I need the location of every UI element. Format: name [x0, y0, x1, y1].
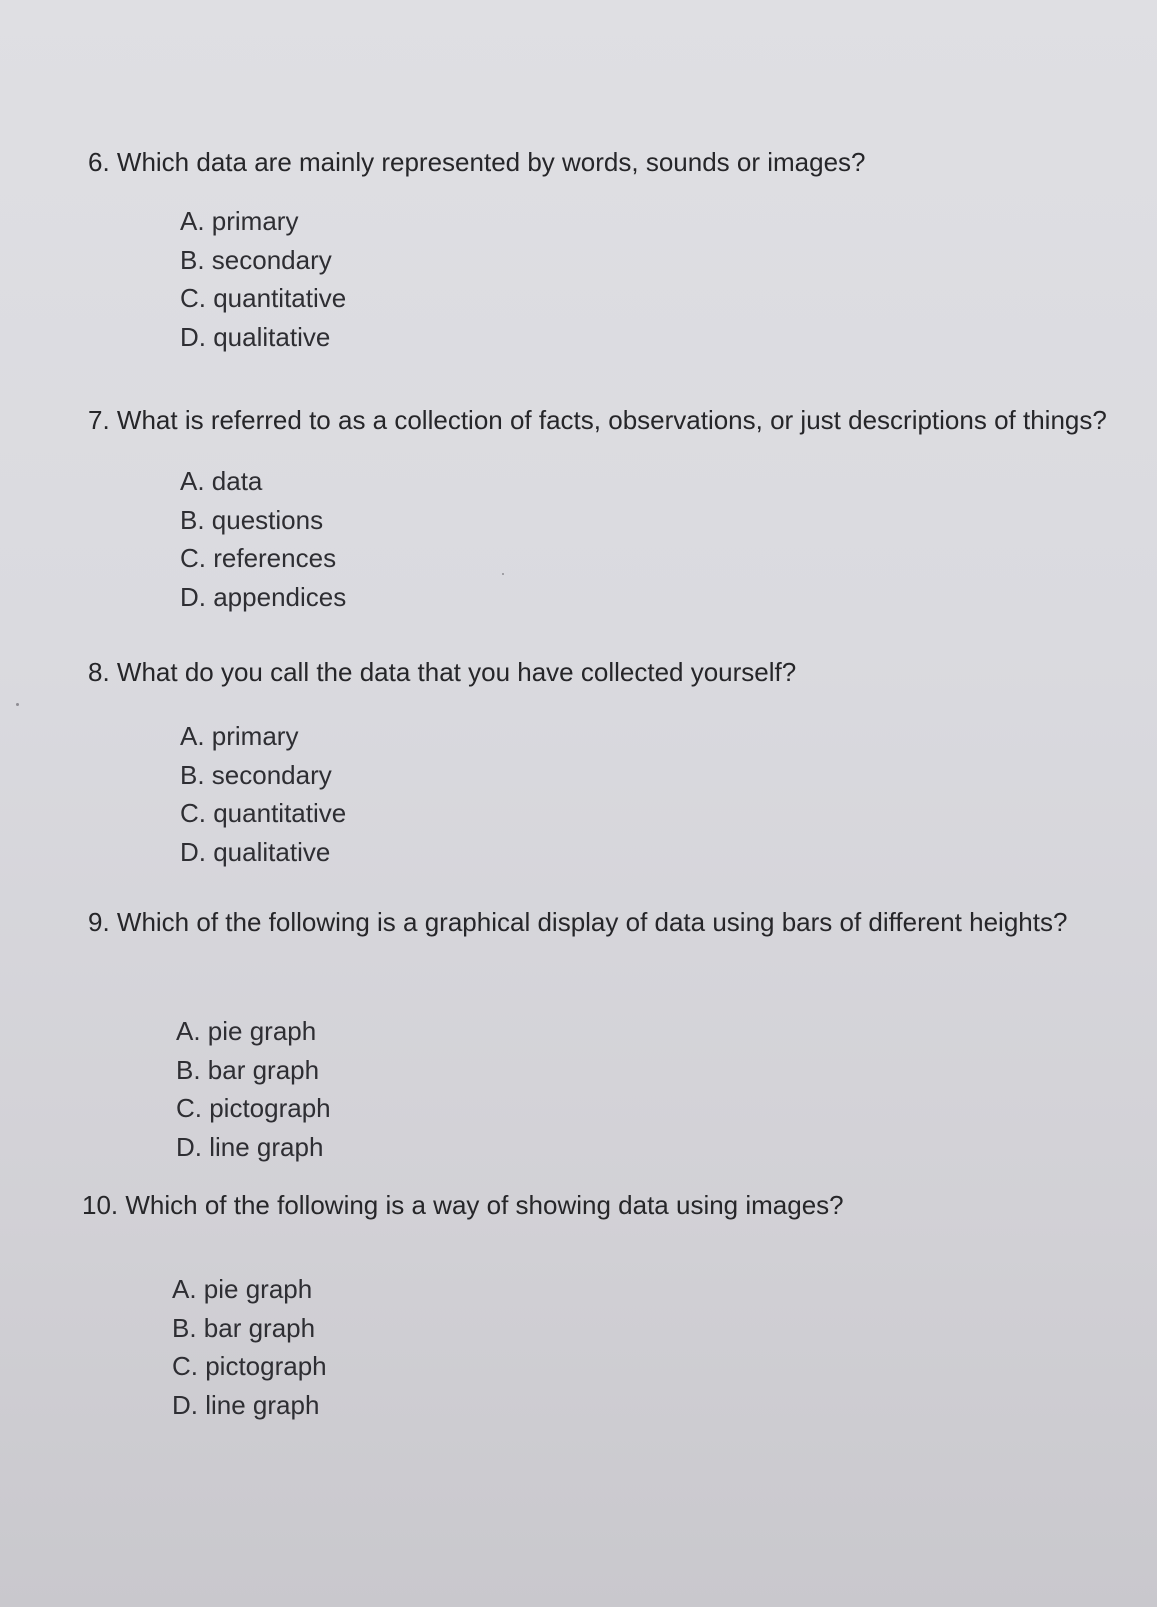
question-8-option-c: C. quantitative	[180, 798, 347, 828]
question-10	[82, 1186, 1102, 1420]
question-8-option-d: D. qualitative	[180, 836, 331, 867]
question-9	[88, 903, 1088, 1162]
question-6-option-a: A. primary	[180, 206, 299, 236]
question-6-option-c: C. quantitative	[180, 283, 347, 313]
question-7-option-a: A. data	[180, 466, 263, 496]
question-10-options	[172, 1270, 327, 1424]
question-9-stem: 9. Which of the following is a graphical display of data using bars of different heights?	[88, 907, 1068, 937]
question-6-stem: 6. Which data are mainly represented by words, sounds or images?	[88, 147, 866, 177]
question-8	[88, 653, 1108, 867]
question-8-stem: 8. What do you call the data that you have collected yourself?	[88, 657, 797, 687]
question-7-option-d: D. appendices	[180, 581, 347, 612]
question-6-option-b: B. secondary	[180, 244, 332, 275]
question-6	[88, 143, 1108, 352]
paper-speck	[502, 573, 504, 575]
question-9-options	[176, 1012, 331, 1166]
paper-speck	[16, 703, 19, 706]
question-7-option-b: B. questions	[180, 504, 324, 535]
question-9-option-a: A. pie graph	[176, 1016, 317, 1046]
question-7	[88, 401, 1118, 612]
question-10-option-b: B. bar graph	[172, 1312, 316, 1343]
question-10-stem: 10. Which of the following is a way of showing data using images?	[82, 1190, 844, 1220]
question-10-option-d: D. line graph	[172, 1389, 320, 1420]
question-7-stem: 7. What is referred to as a collection of facts, observations, or just descriptions of things?	[88, 405, 1107, 435]
question-9-option-c: C. pictograph	[176, 1093, 331, 1123]
question-8-options	[180, 717, 346, 871]
question-9-option-d: D. line graph	[176, 1131, 324, 1162]
question-10-option-a: A. pie graph	[172, 1274, 313, 1304]
question-6-option-d: D. qualitative	[180, 321, 331, 352]
question-6-options	[180, 202, 346, 356]
question-10-option-c: C. pictograph	[172, 1351, 327, 1381]
question-9-option-b: B. bar graph	[176, 1054, 320, 1085]
question-7-option-c: C. references	[180, 543, 337, 573]
question-8-option-b: B. secondary	[180, 759, 332, 790]
question-7-options	[180, 462, 346, 616]
question-8-option-a: A. primary	[180, 721, 299, 751]
